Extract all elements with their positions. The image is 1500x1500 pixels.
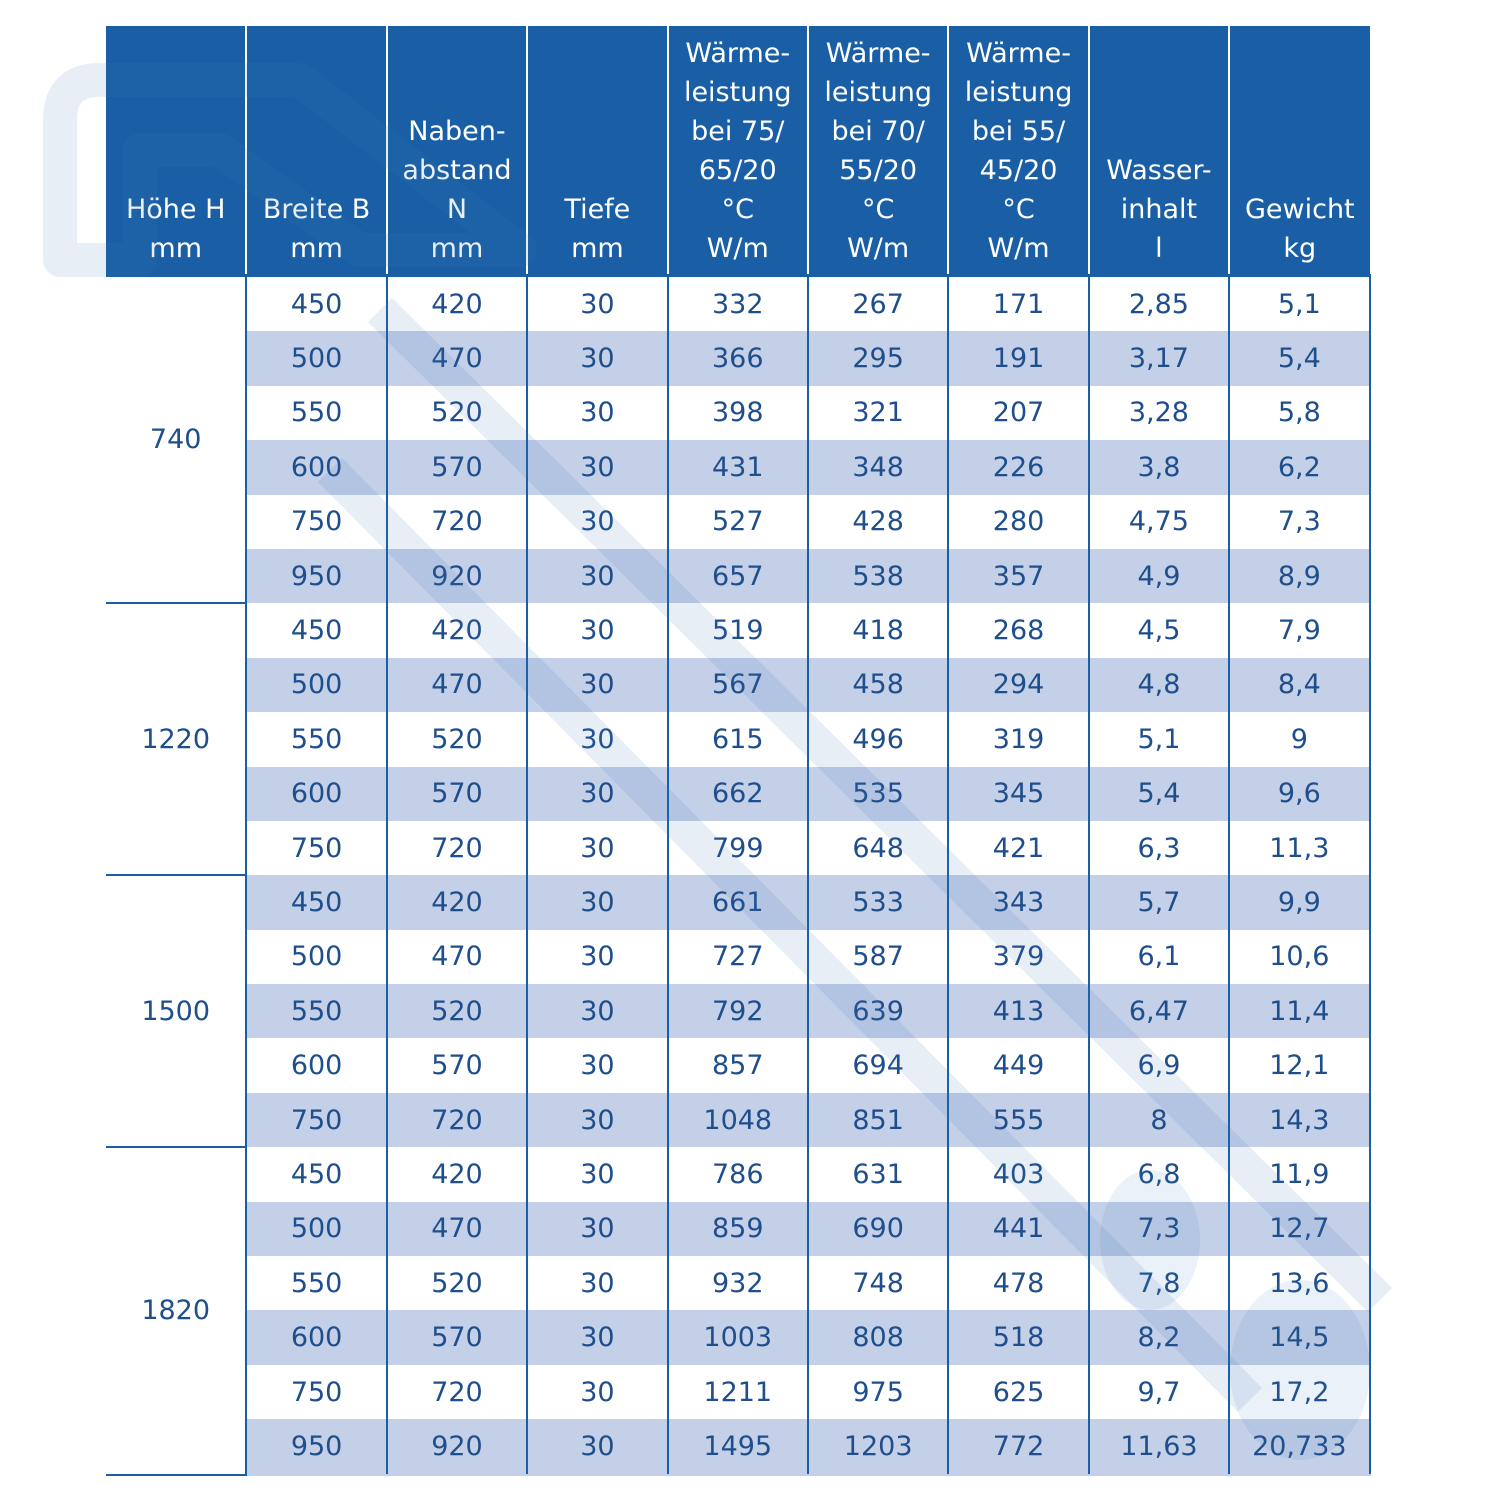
cell-waermeleistung-55: 421 [948,821,1088,875]
cell-nabenabstand: 420 [387,875,527,929]
cell-nabenabstand: 420 [387,603,527,657]
cell-nabenabstand: 720 [387,1365,527,1419]
cell-nabenabstand: 520 [387,984,527,1038]
cell-wasserinhalt: 8,2 [1089,1310,1229,1364]
cell-breite: 750 [246,1093,386,1147]
table-row [106,767,1370,821]
cell-waermeleistung-75: 519 [668,603,808,657]
cell-waermeleistung-70: 748 [808,1256,948,1310]
cell-waermeleistung-75: 398 [668,386,808,440]
cell-waermeleistung-70: 535 [808,767,948,821]
col-header-gewicht: Gewicht kg [1229,26,1369,276]
col-header-waermeleistung-70: Wärme- leistung bei 70/ 55/20 °C W/m [808,26,948,276]
cell-nabenabstand: 720 [387,495,527,549]
cell-gewicht: 5,4 [1229,331,1369,385]
cell-wasserinhalt: 4,5 [1089,603,1229,657]
cell-tiefe: 30 [527,875,667,929]
cell-nabenabstand: 520 [387,1256,527,1310]
cell-wasserinhalt: 6,8 [1089,1147,1229,1201]
cell-nabenabstand: 520 [387,386,527,440]
cell-waermeleistung-70: 694 [808,1038,948,1092]
cell-breite: 750 [246,1365,386,1419]
cell-waermeleistung-55: 191 [948,331,1088,385]
cell-waermeleistung-70: 1203 [808,1419,948,1474]
cell-waermeleistung-55: 226 [948,440,1088,494]
cell-tiefe: 30 [527,495,667,549]
cell-gewicht: 20,733 [1229,1419,1369,1474]
cell-tiefe: 30 [527,1093,667,1147]
table-row [106,549,1370,603]
cell-gewicht: 9,6 [1229,767,1369,821]
cell-tiefe: 30 [527,276,667,332]
cell-waermeleistung-70: 496 [808,712,948,766]
cell-waermeleistung-70: 975 [808,1365,948,1419]
cell-waermeleistung-75: 1495 [668,1419,808,1474]
cell-nabenabstand: 420 [387,1147,527,1201]
cell-nabenabstand: 470 [387,1202,527,1256]
table-row [106,875,1370,929]
cell-waermeleistung-55: 280 [948,495,1088,549]
cell-wasserinhalt: 4,8 [1089,658,1229,712]
table-row [106,1365,1370,1419]
cell-tiefe: 30 [527,331,667,385]
cell-waermeleistung-70: 295 [808,331,948,385]
cell-tiefe: 30 [527,440,667,494]
cell-breite: 500 [246,331,386,385]
cell-waermeleistung-75: 1048 [668,1093,808,1147]
cell-gewicht: 11,4 [1229,984,1369,1038]
cell-tiefe: 30 [527,930,667,984]
table-row [106,495,1370,549]
table-row [106,276,1370,332]
col-header-breite: Breite B mm [246,26,386,276]
cell-breite: 550 [246,1256,386,1310]
cell-gewicht: 5,1 [1229,276,1369,332]
cell-nabenabstand: 570 [387,767,527,821]
cell-tiefe: 30 [527,1256,667,1310]
cell-wasserinhalt: 9,7 [1089,1365,1229,1419]
cell-waermeleistung-55: 319 [948,712,1088,766]
cell-waermeleistung-70: 538 [808,549,948,603]
cell-tiefe: 30 [527,1147,667,1201]
col-header-wasserinhalt: Wasser- inhalt l [1089,26,1229,276]
cell-breite: 450 [246,1147,386,1201]
cell-waermeleistung-70: 533 [808,875,948,929]
height-group-cell: 1500 [106,875,246,1147]
cell-breite: 750 [246,821,386,875]
cell-waermeleistung-75: 932 [668,1256,808,1310]
cell-breite: 500 [246,1202,386,1256]
cell-nabenabstand: 570 [387,440,527,494]
height-group-cell: 1820 [106,1147,246,1474]
cell-waermeleistung-75: 859 [668,1202,808,1256]
cell-gewicht: 11,3 [1229,821,1369,875]
cell-breite: 450 [246,875,386,929]
cell-gewicht: 9 [1229,712,1369,766]
cell-waermeleistung-75: 786 [668,1147,808,1201]
cell-waermeleistung-75: 1003 [668,1310,808,1364]
table-row [106,712,1370,766]
cell-tiefe: 30 [527,1202,667,1256]
cell-nabenabstand: 470 [387,331,527,385]
cell-wasserinhalt: 3,28 [1089,386,1229,440]
cell-breite: 600 [246,1310,386,1364]
cell-gewicht: 11,9 [1229,1147,1369,1201]
cell-waermeleistung-70: 808 [808,1310,948,1364]
cell-gewicht: 17,2 [1229,1365,1369,1419]
cell-waermeleistung-70: 267 [808,276,948,332]
cell-gewicht: 10,6 [1229,930,1369,984]
cell-gewicht: 14,3 [1229,1093,1369,1147]
cell-waermeleistung-55: 171 [948,276,1088,332]
cell-waermeleistung-75: 799 [668,821,808,875]
cell-waermeleistung-55: 403 [948,1147,1088,1201]
cell-gewicht: 8,4 [1229,658,1369,712]
cell-waermeleistung-70: 458 [808,658,948,712]
cell-breite: 600 [246,767,386,821]
cell-gewicht: 12,7 [1229,1202,1369,1256]
cell-nabenabstand: 470 [387,658,527,712]
table-row [106,603,1370,657]
table-row [106,1202,1370,1256]
table-row [106,1038,1370,1092]
cell-waermeleistung-55: 357 [948,549,1088,603]
cell-nabenabstand: 920 [387,549,527,603]
cell-breite: 500 [246,930,386,984]
cell-waermeleistung-75: 527 [668,495,808,549]
cell-gewicht: 5,8 [1229,386,1369,440]
cell-tiefe: 30 [527,767,667,821]
cell-gewicht: 13,6 [1229,1256,1369,1310]
cell-nabenabstand: 720 [387,1093,527,1147]
cell-wasserinhalt: 5,4 [1089,767,1229,821]
table-row [106,821,1370,875]
cell-wasserinhalt: 6,47 [1089,984,1229,1038]
cell-wasserinhalt: 11,63 [1089,1419,1229,1474]
cell-waermeleistung-75: 792 [668,984,808,1038]
cell-waermeleistung-55: 555 [948,1093,1088,1147]
col-header-tiefe: Tiefe mm [527,26,667,276]
cell-waermeleistung-55: 625 [948,1365,1088,1419]
cell-wasserinhalt: 6,9 [1089,1038,1229,1092]
cell-wasserinhalt: 6,3 [1089,821,1229,875]
cell-waermeleistung-55: 478 [948,1256,1088,1310]
header-row [106,26,1370,276]
cell-breite: 500 [246,658,386,712]
cell-waermeleistung-55: 207 [948,386,1088,440]
cell-breite: 550 [246,984,386,1038]
cell-waermeleistung-75: 615 [668,712,808,766]
cell-waermeleistung-75: 1211 [668,1365,808,1419]
cell-nabenabstand: 470 [387,930,527,984]
cell-gewicht: 14,5 [1229,1310,1369,1364]
cell-gewicht: 6,2 [1229,440,1369,494]
cell-tiefe: 30 [527,984,667,1038]
cell-waermeleistung-70: 321 [808,386,948,440]
cell-waermeleistung-75: 857 [668,1038,808,1092]
cell-waermeleistung-75: 567 [668,658,808,712]
cell-wasserinhalt: 6,1 [1089,930,1229,984]
cell-waermeleistung-70: 690 [808,1202,948,1256]
cell-breite: 950 [246,549,386,603]
cell-waermeleistung-55: 268 [948,603,1088,657]
cell-waermeleistung-55: 345 [948,767,1088,821]
table-row [106,1093,1370,1147]
cell-breite: 950 [246,1419,386,1474]
cell-nabenabstand: 920 [387,1419,527,1474]
cell-gewicht: 12,1 [1229,1038,1369,1092]
cell-nabenabstand: 570 [387,1038,527,1092]
cell-wasserinhalt: 2,85 [1089,276,1229,332]
table-row [106,1310,1370,1364]
cell-wasserinhalt: 3,8 [1089,440,1229,494]
cell-waermeleistung-75: 661 [668,875,808,929]
cell-waermeleistung-70: 631 [808,1147,948,1201]
cell-waermeleistung-75: 657 [668,549,808,603]
cell-gewicht: 7,3 [1229,495,1369,549]
height-group-cell: 1220 [106,603,246,875]
cell-waermeleistung-70: 639 [808,984,948,1038]
cell-waermeleistung-55: 441 [948,1202,1088,1256]
table-row [106,984,1370,1038]
cell-waermeleistung-70: 418 [808,603,948,657]
cell-tiefe: 30 [527,1365,667,1419]
cell-wasserinhalt: 8 [1089,1093,1229,1147]
cell-tiefe: 30 [527,549,667,603]
cell-breite: 750 [246,495,386,549]
cell-gewicht: 7,9 [1229,603,1369,657]
cell-waermeleistung-70: 348 [808,440,948,494]
cell-nabenabstand: 720 [387,821,527,875]
cell-wasserinhalt: 7,8 [1089,1256,1229,1310]
cell-tiefe: 30 [527,658,667,712]
cell-waermeleistung-75: 727 [668,930,808,984]
table-row [106,386,1370,440]
cell-waermeleistung-55: 343 [948,875,1088,929]
cell-breite: 600 [246,1038,386,1092]
table-row [106,440,1370,494]
cell-waermeleistung-70: 851 [808,1093,948,1147]
cell-nabenabstand: 570 [387,1310,527,1364]
cell-waermeleistung-70: 587 [808,930,948,984]
cell-breite: 450 [246,276,386,332]
col-header-nabenabstand: Naben- abstand N mm [387,26,527,276]
cell-wasserinhalt: 4,75 [1089,495,1229,549]
table-row [106,930,1370,984]
cell-nabenabstand: 420 [387,276,527,332]
cell-waermeleistung-55: 413 [948,984,1088,1038]
table-row [106,331,1370,385]
cell-waermeleistung-75: 332 [668,276,808,332]
table-row [106,1419,1370,1474]
cell-breite: 550 [246,386,386,440]
col-header-hoehe: Höhe H mm [106,26,246,276]
cell-waermeleistung-75: 431 [668,440,808,494]
cell-breite: 450 [246,603,386,657]
cell-tiefe: 30 [527,1419,667,1474]
radiator-spec-table [106,26,1371,1476]
cell-gewicht: 8,9 [1229,549,1369,603]
cell-tiefe: 30 [527,603,667,657]
cell-wasserinhalt: 5,7 [1089,875,1229,929]
cell-waermeleistung-70: 428 [808,495,948,549]
cell-waermeleistung-55: 772 [948,1419,1088,1474]
cell-waermeleistung-55: 518 [948,1310,1088,1364]
cell-waermeleistung-55: 294 [948,658,1088,712]
cell-nabenabstand: 520 [387,712,527,766]
cell-waermeleistung-55: 449 [948,1038,1088,1092]
cell-wasserinhalt: 5,1 [1089,712,1229,766]
cell-waermeleistung-55: 379 [948,930,1088,984]
table-row [106,658,1370,712]
height-group-cell: 740 [106,276,246,604]
cell-waermeleistung-75: 366 [668,331,808,385]
cell-breite: 550 [246,712,386,766]
table-row [106,1256,1370,1310]
col-header-waermeleistung-75: Wärme- leistung bei 75/ 65/20 °C W/m [668,26,808,276]
table-row [106,1147,1370,1201]
cell-wasserinhalt: 3,17 [1089,331,1229,385]
cell-gewicht: 9,9 [1229,875,1369,929]
cell-tiefe: 30 [527,712,667,766]
col-header-waermeleistung-55: Wärme- leistung bei 55/ 45/20 °C W/m [948,26,1088,276]
cell-tiefe: 30 [527,1038,667,1092]
cell-tiefe: 30 [527,386,667,440]
cell-breite: 600 [246,440,386,494]
cell-wasserinhalt: 4,9 [1089,549,1229,603]
cell-waermeleistung-70: 648 [808,821,948,875]
cell-tiefe: 30 [527,1310,667,1364]
cell-waermeleistung-75: 662 [668,767,808,821]
cell-wasserinhalt: 7,3 [1089,1202,1229,1256]
cell-tiefe: 30 [527,821,667,875]
